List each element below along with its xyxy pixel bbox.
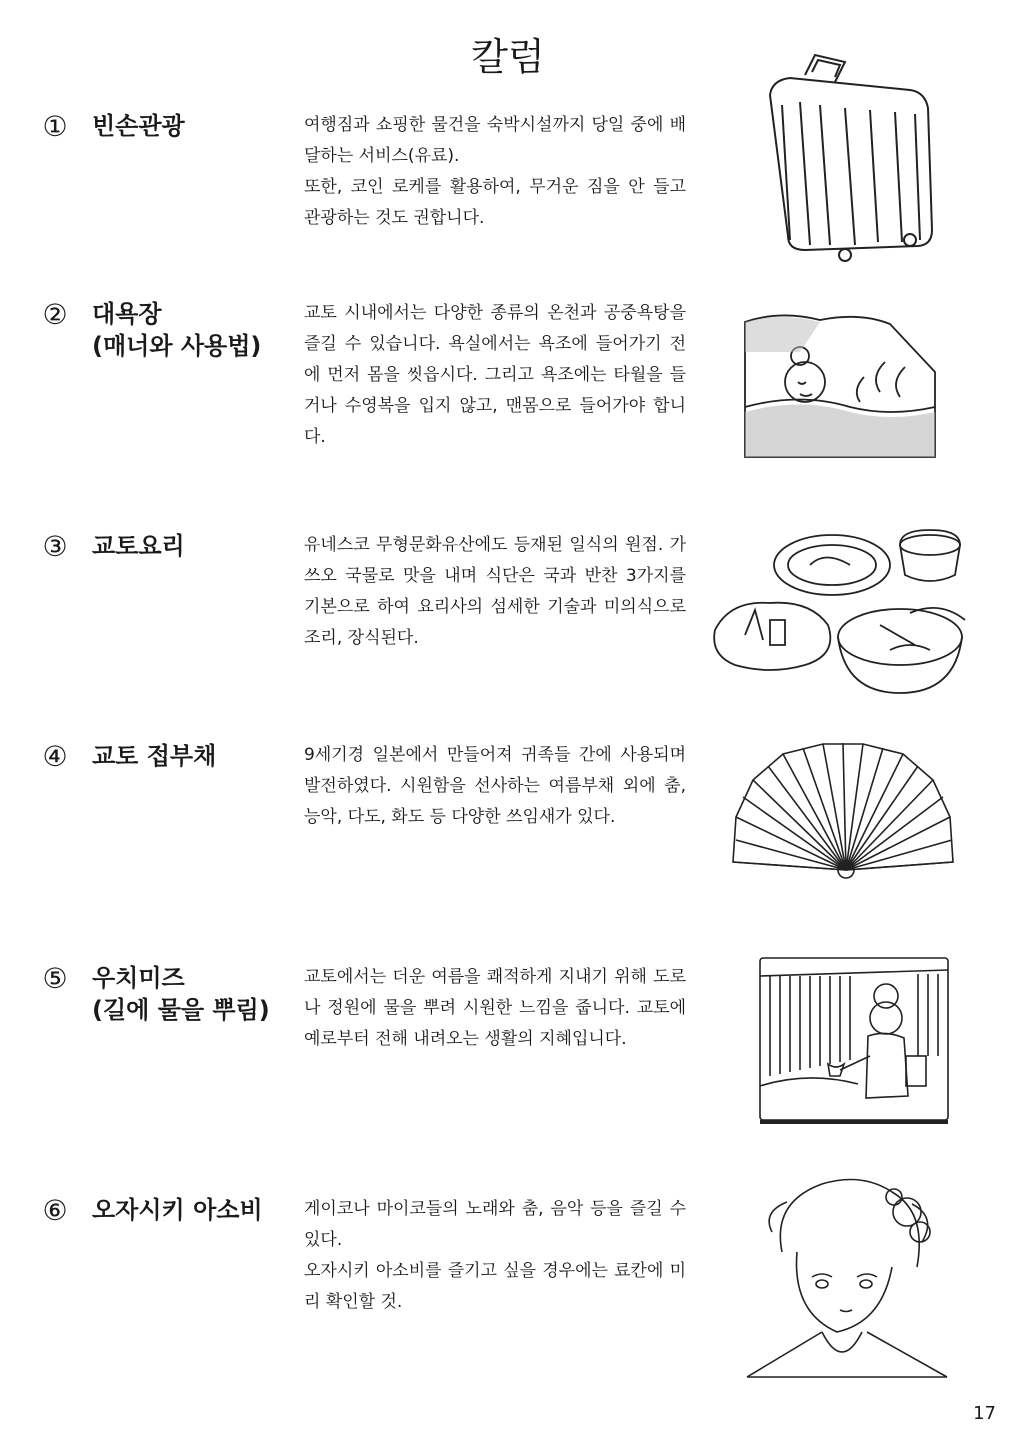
section-paragraph: 오자시키 아소비를 즐기고 싶을 경우에는 료칸에 미리 확인할 것. (304, 1261, 686, 1312)
section-heading (92, 962, 270, 1026)
page-number: 17 (973, 1403, 996, 1424)
section-number: ④ (42, 740, 68, 773)
section-heading-line: 오자시키 아소비 (92, 1196, 263, 1224)
section-heading (92, 740, 216, 772)
section-heading (92, 298, 261, 362)
section-number: ⑤ (42, 962, 68, 995)
section-heading-line: 우치미즈 (92, 964, 185, 992)
section-number: ⑥ (42, 1194, 68, 1227)
section-body (304, 962, 686, 1055)
bath-illustration (740, 312, 940, 462)
section-paragraph: 교토에서는 더운 여름을 쾌적하게 지내기 위해 도로나 정원에 물을 뿌려 시원한 느낌을 줍니다. 교토에 예로부터 전해 내려오는 생활의 지혜입니다. (304, 967, 686, 1049)
section-paragraph: 여행짐과 쇼핑한 물건을 숙박시설까지 당일 중에 배달하는 서비스(유료). (304, 115, 686, 166)
section-body (304, 1194, 686, 1318)
section-body (304, 110, 686, 234)
section-heading-line: 대욕장 (92, 300, 162, 328)
section-heading-line: 교토요리 (92, 532, 185, 560)
water-sprinkling-illustration (758, 956, 950, 1124)
section-heading-line: 빈손관광 (92, 112, 185, 140)
fan-illustration (728, 742, 958, 882)
section-number: ① (42, 110, 68, 143)
section-number: ② (42, 298, 68, 331)
section-body (304, 298, 686, 453)
section-paragraph: 교토 시내에서는 다양한 종류의 온천과 공중욕탕을 즐길 수 있습니다. 욕실에서는 욕조에 들어가기 전에 먼저 몸을 씻읍시다. 그리고 욕조에는 타월을 들거나 수영복을 입지 않고, 맨몸으로 들어가야 합니다. (304, 303, 686, 447)
section-paragraph: 게이코나 마이코들의 노래와 춤, 음악 등을 즐길 수 있다. (304, 1199, 686, 1250)
section-heading (92, 110, 185, 142)
cuisine-illustration (710, 525, 970, 700)
section-body (304, 530, 686, 654)
suitcase-illustration (760, 50, 940, 265)
maiko-illustration (742, 1172, 956, 1384)
section-body (304, 740, 686, 833)
section-number: ③ (42, 530, 68, 563)
section-paragraph: 유네스코 무형문화유산에도 등재된 일식의 원점. 가쓰오 국물로 맛을 내며 식단은 국과 반찬 3가지를 기본으로 하여 요리사의 섬세한 기술과 미의식으로 조리, 장식된다. (304, 535, 686, 648)
page-title: 칼럼 (471, 35, 545, 79)
section-heading-line: 교토 접부채 (92, 742, 217, 770)
section-paragraph: 또한, 코인 로케를 활용하여, 무거운 짐을 안 들고 관광하는 것도 권합니다. (304, 177, 686, 228)
section-heading-line: (매너와 사용법) (92, 332, 262, 360)
section-heading-line: (길에 물을 뿌림) (92, 996, 270, 1024)
section-heading (92, 530, 185, 562)
section-heading (92, 1194, 263, 1226)
section-paragraph: 9세기경 일본에서 만들어져 귀족들 간에 사용되며 발전하였다. 시원함을 선사하는 여름부채 외에 춤, 능악, 다도, 화도 등 다양한 쓰임새가 있다. (304, 745, 686, 827)
